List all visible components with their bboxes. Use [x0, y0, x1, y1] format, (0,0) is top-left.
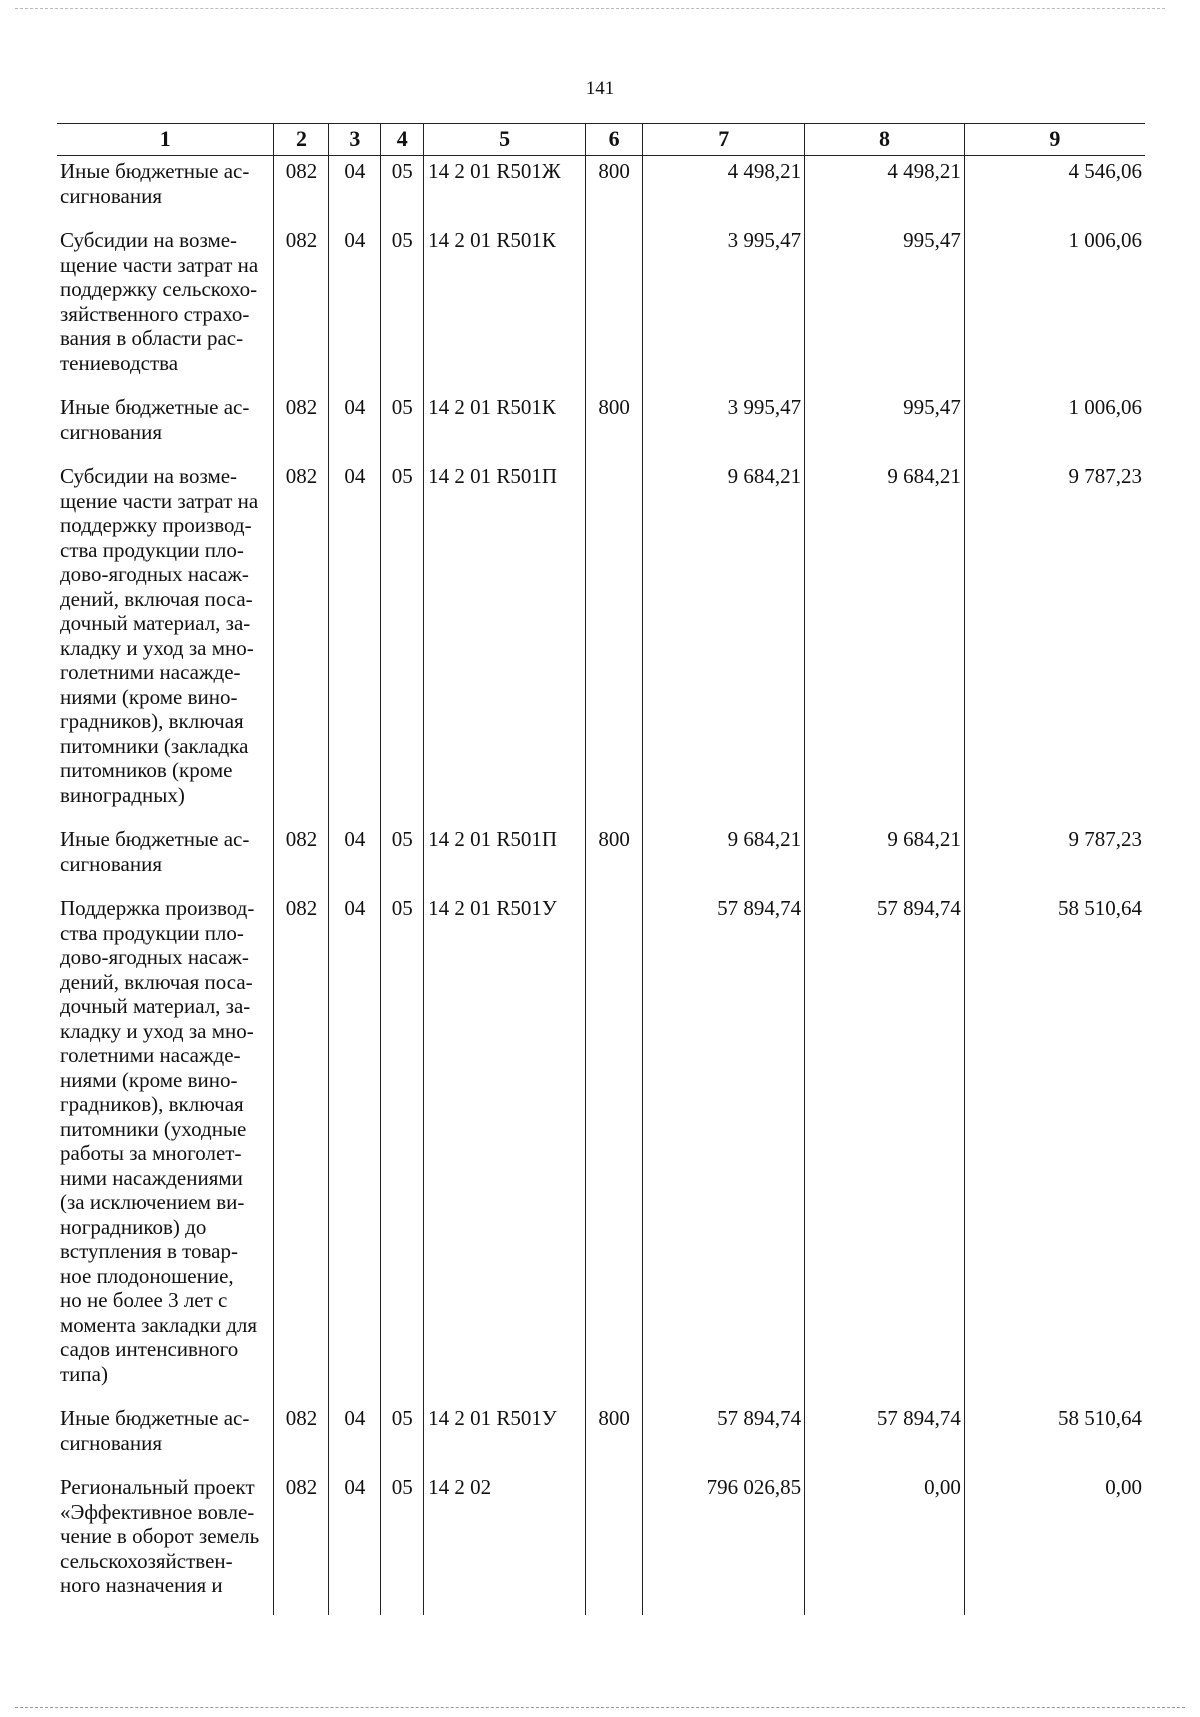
- subsection-code-cell: 05: [381, 461, 424, 824]
- subsection-code-cell: 05: [381, 392, 424, 461]
- row-name-line: Субсидии на возме-: [60, 464, 238, 488]
- row-name-line: дений, включая поса-: [60, 586, 253, 611]
- row-name-line: «Эффективное вовле-: [60, 1499, 255, 1524]
- row-name-line: зяйственного страхо-: [60, 301, 250, 326]
- row-name-line: садов интенсивного: [60, 1337, 239, 1361]
- row-name-line: вания в области рас-: [60, 326, 244, 350]
- row-name-line: питомники (закладка: [60, 733, 249, 758]
- target-article-cell: 14 2 01 R501П: [424, 824, 586, 893]
- table-body: [57, 156, 1145, 1615]
- section-code-cell: 04: [329, 824, 381, 893]
- row-name-line: тениеводства: [60, 350, 179, 375]
- scan-bottom-edge: [15, 1707, 1185, 1708]
- amount-year3-cell: 1 006,06: [964, 225, 1145, 392]
- target-article-cell: 14 2 01 R501К: [424, 225, 586, 392]
- row-name-cell: [57, 461, 274, 824]
- row-name-line: щение части затрат на: [60, 252, 259, 277]
- section-code-cell: 04: [329, 225, 381, 392]
- amount-year3-cell: 0,00: [964, 1472, 1145, 1615]
- subsection-code-cell: 05: [381, 156, 424, 226]
- amount-year1-cell: 3 995,47: [643, 225, 805, 392]
- target-article-cell: 14 2 01 R501У: [424, 893, 586, 1403]
- amount-year2-cell: 995,47: [805, 392, 965, 461]
- row-name-line: дений, включая поса-: [60, 969, 253, 994]
- subsection-code-cell: 05: [381, 824, 424, 893]
- column-header: 2: [274, 124, 329, 156]
- subsection-code-cell: 05: [381, 225, 424, 392]
- department-code-cell: 082: [274, 225, 329, 392]
- column-header: 7: [643, 124, 805, 156]
- section-code-cell: 04: [329, 392, 381, 461]
- row-name-line: сигнования: [60, 183, 163, 208]
- table-row: [57, 156, 1145, 226]
- row-name-line: дочный материал, за-: [60, 994, 251, 1018]
- row-name-line: ное плодоношение,: [60, 1263, 234, 1288]
- amount-year2-cell: 4 498,21: [805, 156, 965, 226]
- amount-year1-cell: 796 026,85: [643, 1472, 805, 1615]
- row-name-cell: [57, 225, 274, 392]
- header-row: [57, 124, 1145, 156]
- amount-year3-cell: 9 787,23: [964, 824, 1145, 893]
- row-name-line: сельскохозяйствен-: [60, 1548, 233, 1573]
- amount-year1-cell: 9 684,21: [643, 824, 805, 893]
- target-article-cell: 14 2 01 R501У: [424, 1403, 586, 1472]
- table-row: [57, 893, 1145, 1403]
- amount-year2-cell: 0,00: [805, 1472, 965, 1615]
- column-header: 6: [586, 124, 643, 156]
- table-row: [57, 461, 1145, 824]
- page-number: 141: [585, 78, 615, 99]
- row-name-cell: [57, 893, 274, 1403]
- subsection-code-cell: 05: [381, 1472, 424, 1615]
- row-name-cell: [57, 824, 274, 893]
- row-name-cell: [57, 1403, 274, 1472]
- target-article-cell: 14 2 01 R501Ж: [424, 156, 586, 226]
- row-name-line: градников), включая: [60, 709, 244, 733]
- amount-year3-cell: 4 546,06: [964, 156, 1145, 226]
- scan-top-edge: [15, 8, 1165, 9]
- subsection-code-cell: 05: [381, 1403, 424, 1472]
- amount-year2-cell: 9 684,21: [805, 824, 965, 893]
- row-name-line: (за исключением ви-: [60, 1190, 245, 1214]
- department-code-cell: 082: [274, 824, 329, 893]
- row-name-line: вступления в товар-: [60, 1239, 238, 1263]
- row-name-line: ниями (кроме вино-: [60, 684, 238, 709]
- row-name-line: градников), включая: [60, 1092, 244, 1116]
- row-name-line: Иные бюджетные ас-: [60, 159, 250, 183]
- expense-type-cell: [586, 461, 643, 824]
- table-row: [57, 1403, 1145, 1472]
- subsection-code-cell: 05: [381, 893, 424, 1403]
- section-code-cell: 04: [329, 893, 381, 1403]
- amount-year3-cell: 9 787,23: [964, 461, 1145, 824]
- department-code-cell: 082: [274, 156, 329, 226]
- department-code-cell: 082: [274, 893, 329, 1403]
- expense-type-cell: 800: [586, 1403, 643, 1472]
- table-row: [57, 824, 1145, 893]
- table-row: [57, 392, 1145, 461]
- row-name-line: поддержку сельскохо-: [60, 277, 258, 301]
- row-name-line: ниями (кроме вино-: [60, 1067, 238, 1092]
- amount-year2-cell: 9 684,21: [805, 461, 965, 824]
- row-name-line: голетними насажде-: [60, 1043, 241, 1067]
- row-name-line: ного назначения и: [60, 1573, 223, 1597]
- amount-year3-cell: 58 510,64: [964, 893, 1145, 1403]
- department-code-cell: 082: [274, 1403, 329, 1472]
- amount-year2-cell: 57 894,74: [805, 893, 965, 1403]
- row-name-line: дочный материал, за-: [60, 611, 251, 635]
- amount-year1-cell: 9 684,21: [643, 461, 805, 824]
- row-name-line: момента закладки для: [60, 1312, 258, 1337]
- row-name-line: но не более 3 лет с: [60, 1288, 228, 1312]
- row-name-cell: [57, 156, 274, 226]
- amount-year3-cell: 58 510,64: [964, 1403, 1145, 1472]
- amount-year2-cell: 995,47: [805, 225, 965, 392]
- amount-year2-cell: 57 894,74: [805, 1403, 965, 1472]
- section-code-cell: 04: [329, 1472, 381, 1615]
- amount-year1-cell: 4 498,21: [643, 156, 805, 226]
- target-article-cell: 14 2 02: [424, 1472, 586, 1615]
- expense-type-cell: [586, 225, 643, 392]
- row-name-line: Субсидии на возме-: [60, 228, 238, 252]
- table-row: [57, 225, 1145, 392]
- row-name-line: Региональный проект: [60, 1475, 255, 1499]
- row-name-line: типа): [60, 1361, 108, 1386]
- amount-year3-cell: 1 006,06: [964, 392, 1145, 461]
- column-header: 1: [57, 124, 274, 156]
- row-name-line: работы за многолет-: [60, 1141, 242, 1165]
- table-row: [57, 1472, 1145, 1615]
- section-code-cell: 04: [329, 156, 381, 226]
- budget-table: [57, 123, 1145, 1615]
- column-header: 5: [424, 124, 586, 156]
- department-code-cell: 082: [274, 461, 329, 824]
- department-code-cell: 082: [274, 392, 329, 461]
- column-header: 8: [805, 124, 965, 156]
- row-name-line: щение части затрат на: [60, 488, 259, 513]
- column-header: 9: [964, 124, 1145, 156]
- expense-type-cell: 800: [586, 392, 643, 461]
- row-name-line: сигнования: [60, 1430, 163, 1455]
- expense-type-cell: 800: [586, 824, 643, 893]
- row-name-line: кладку и уход за мно-: [60, 1018, 254, 1043]
- department-code-cell: 082: [274, 1472, 329, 1615]
- row-name-line: Иные бюджетные ас-: [60, 1406, 250, 1430]
- amount-year1-cell: 3 995,47: [643, 392, 805, 461]
- row-name-line: ноградников) до: [60, 1214, 207, 1239]
- row-name-line: поддержку производ-: [60, 513, 252, 537]
- row-name-line: ства продукции пло-: [60, 537, 244, 562]
- row-name-line: виноградных): [60, 782, 185, 807]
- row-name-line: Поддержка производ-: [60, 896, 255, 920]
- amount-year1-cell: 57 894,74: [643, 1403, 805, 1472]
- row-name-line: питомники (уходные: [60, 1116, 247, 1141]
- row-name-line: дово-ягодных насаж-: [60, 562, 249, 586]
- expense-type-cell: [586, 1472, 643, 1615]
- column-header: 4: [381, 124, 424, 156]
- section-code-cell: 04: [329, 1403, 381, 1472]
- amount-year1-cell: 57 894,74: [643, 893, 805, 1403]
- section-code-cell: 04: [329, 461, 381, 824]
- row-name-cell: [57, 1472, 274, 1615]
- row-name-cell: [57, 392, 274, 461]
- row-name-line: чение в оборот земель: [60, 1524, 260, 1548]
- column-header: 3: [329, 124, 381, 156]
- target-article-cell: 14 2 01 R501П: [424, 461, 586, 824]
- row-name-line: кладку и уход за мно-: [60, 635, 254, 660]
- row-name-line: питомников (кроме: [60, 758, 233, 782]
- row-name-line: ства продукции пло-: [60, 920, 244, 945]
- target-article-cell: 14 2 01 R501К: [424, 392, 586, 461]
- row-name-line: голетними насажде-: [60, 660, 241, 684]
- row-name-line: Иные бюджетные ас-: [60, 827, 250, 851]
- expense-type-cell: 800: [586, 156, 643, 226]
- expense-type-cell: [586, 893, 643, 1403]
- row-name-line: сигнования: [60, 851, 163, 876]
- row-name-line: ними насаждениями: [60, 1165, 243, 1190]
- row-name-line: сигнования: [60, 419, 163, 444]
- row-name-line: дово-ягодных насаж-: [60, 945, 249, 969]
- row-name-line: Иные бюджетные ас-: [60, 395, 250, 419]
